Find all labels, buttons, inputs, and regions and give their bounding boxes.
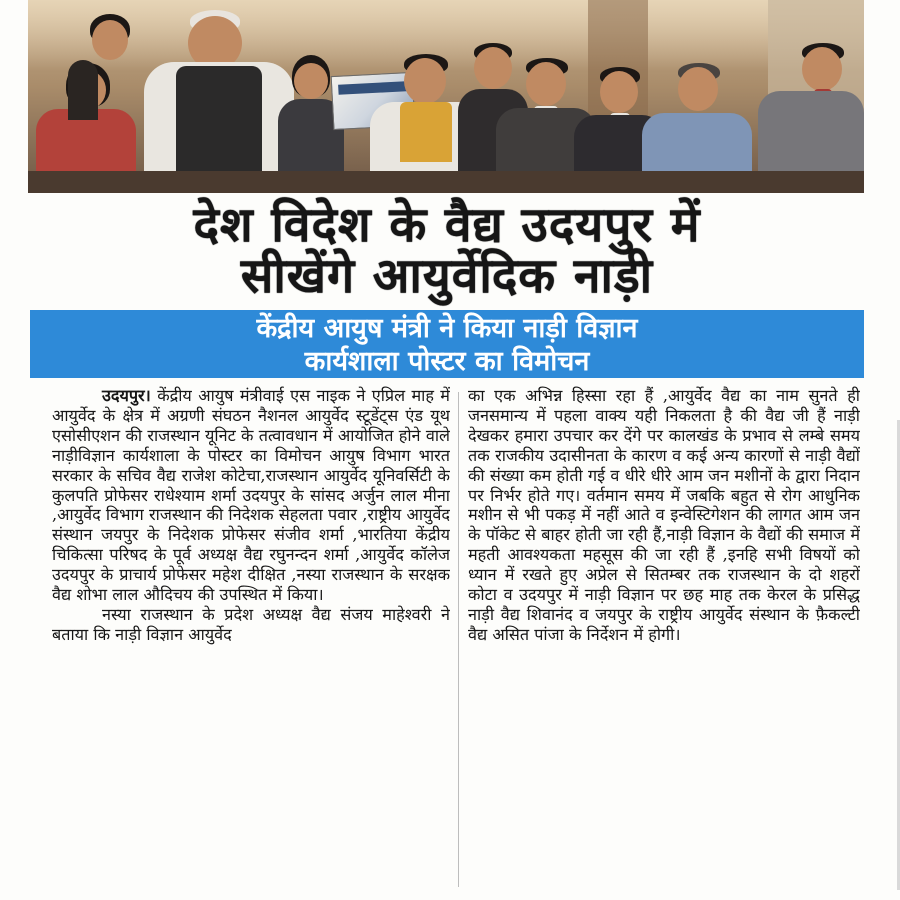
subheadline-banner: [30, 310, 864, 378]
article-body: [30, 386, 864, 896]
article-column-right: [468, 386, 860, 891]
headline-line-1: देश विदेश के वैद्य उदयपुर में: [193, 197, 701, 253]
article-column-left: [52, 386, 450, 891]
column-divider: [458, 392, 459, 887]
photo-person: [754, 23, 864, 193]
article-paragraph: नस्या राजस्थान के प्रदेश अध्यक्ष वैद्य संजय माहेश्वरी ने बताया कि नाड़ी विज्ञान आयुर्वेद: [52, 604, 450, 644]
article-paragraph: का एक अभिन्न हिस्सा रहा हैं ,आयुर्वेद वैद्य का नाम सुनते ही जनसमान्य में पहला वाक्य यही निकलता है की वैद्य जी हैं नाड़ी देखकर हमारा उपचार कर देंगे पर कालखंड के प्रभाव से लम्बे समय तक राजकीय उदासीनता के कारण व कई अन्य कारणों से नाड़ी वैद्यों की संख्या कम होती गई व धीरे धीरे आम जन मशीनों के द्वारा निदान पर निर्भर होते गए। वर्तमान समय में जबकि बहुत से रोग आधुनिक मशीन से भी पकड़ में नहीं आते व इन्वेस्टिगेशन की लागत आम जन के पॉकेट से बाहर होती जा रही हैं,नाड़ी विज्ञान के वैद्यों की समाज में महती आवश्यकता महसूस की जा रही हैं ,इनहि सभी विषयों को ध्यान में रखते हुए अप्रेल से सितम्बर तक राजस्थान के दो शहरों कोटा व उदयपुर में नाड़ी विज्ञान पर छह माह तक केरल के प्रसिद्ध नाड़ी वैद्य शिवानंद व जयपुर के राष्ट्रीय आयुर्वेद संस्थान के फ़ैकल्टी वैद्य असित पांजा के निर्देशन में होगी।: [468, 386, 860, 644]
subheadline-line-1: केंद्रीय आयुष मंत्री ने किया नाड़ी विज्ञान: [256, 313, 638, 344]
news-photo: [28, 0, 864, 193]
photo-floor: [28, 171, 864, 193]
paragraph-text: केंद्रीय आयुष मंत्रीवाई एस नाइक ने एप्रिल माह में आयुर्वेद के क्षेत्र में अग्रणी संघठन नैशनल आयुर्वेद स्टूडेंट्स एंड यूथ एसोसीएशन की राजस्थान यूनिट के तत्वावधान में आयोजित होने वाले नाड़ीविज्ञान कार्यशाला के पोस्टर का विमोचन आयुष विभाग भारत सरकार के सचिव वैद्य राजेश कोटेचा,राजस्थान आयुर्वेद यूनिवर्सिटी के कुलपति प्रोफेसर राधेश्याम शर्मा उदयपुर के सांसद अर्जुन लाल मीना ,आयुर्वेद विभाग राजस्थान की निदेशक सेहलता पवार ,राष्ट्रीय आयुर्वेद संस्थान जयपुर के निदेशक प्रोफेसर संजीव शर्मा ,भारतिया केंद्रीय चिकित्सा परिषद के पूर्व अध्यक्ष वैद्य रघुनन्दन शर्मा ,आयुर्वेद कॉलेज उदयपुर के प्राचार्य प्रोफेसर महेश दीक्षित ,नस्या राजस्थान के सरक्षक वैद्य शोभा लाल औदिचय की उपस्थित में किया।: [52, 386, 450, 605]
article-paragraph: [52, 386, 450, 605]
headline-line-2: सीखेंगे आयुर्वेदिक नाड़ी: [240, 248, 654, 304]
photo-person: [642, 33, 752, 193]
dateline: उदयपुर।: [102, 386, 151, 405]
subheadline-line-2: कार्यशाला पोस्टर का विमोचन: [304, 346, 590, 377]
